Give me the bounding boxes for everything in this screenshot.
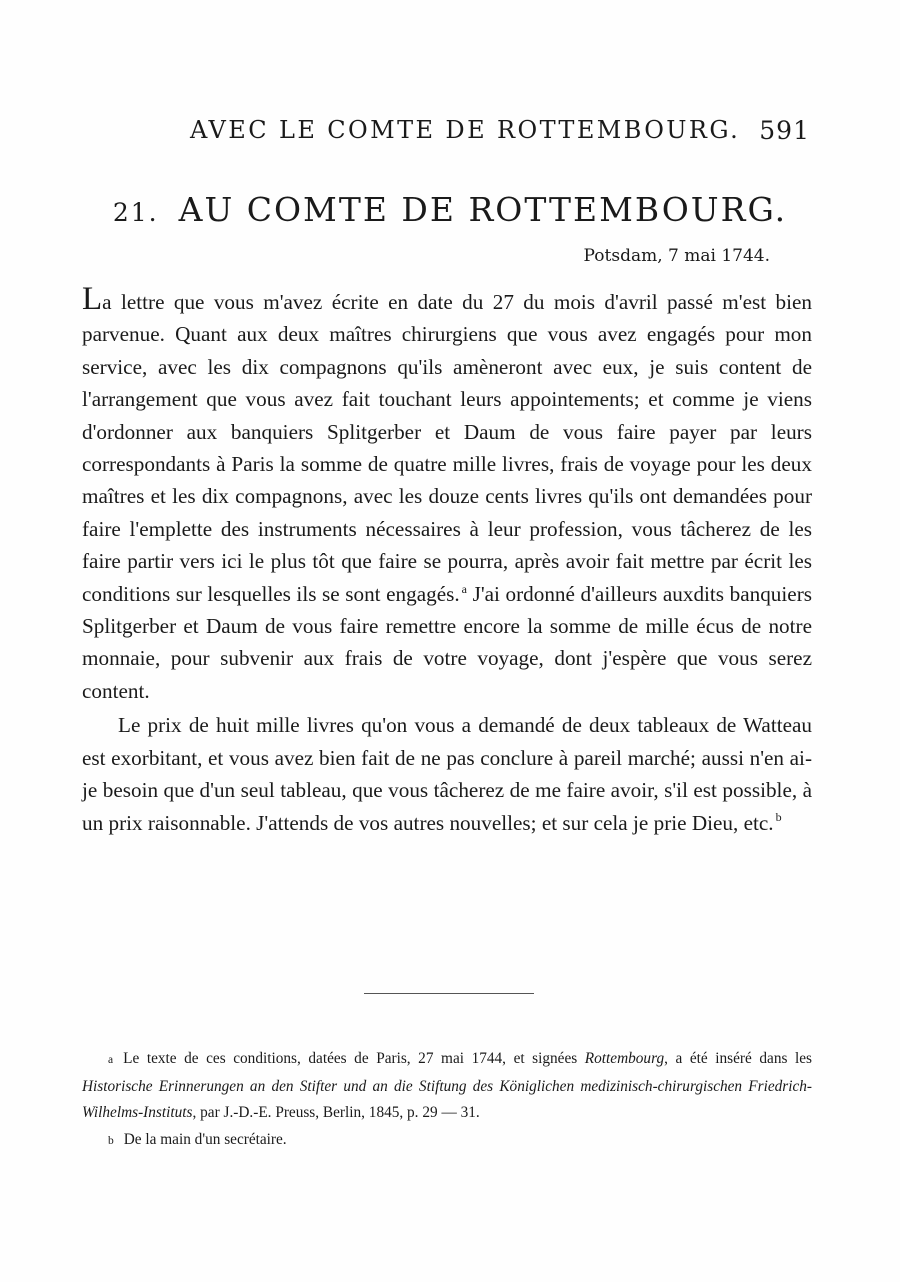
dateline: Potsdam, 7 mai 1744.	[583, 246, 770, 266]
footnote-a	[82, 1046, 812, 1127]
footnote-a-signature: Rottembourg	[584, 1050, 665, 1067]
footnote-ref-b: b	[775, 810, 782, 825]
footnote-marker-a: a	[108, 1054, 114, 1066]
letter-heading	[0, 190, 900, 229]
footnote-a-text-2: , a été inséré dans les	[664, 1050, 812, 1067]
footnote-divider	[364, 993, 534, 994]
paragraph-1	[82, 281, 812, 707]
paragraph-1-text: a lettre que vous m'avez écrite en date du 27 du mois d'avril passé m'est bien parvenue. Quant aux deux maîtres chirurgiens que vous avez engagés pour mon service, avec les dix compagnons qu'ils amèneront avec eux, je suis content de l'arrangement que vous avez fait touchant leurs appointements; et comme je viens d'ordonner aux banquiers Splitgerber et Daum de vous faire payer par leurs correspondants à Paris la somme de quatre mille livres, frais de voyage pour les deux maîtres et les dix compagnons, avec les douze cents livres qu'ils ont demandées pour faire l'emplette des instruments nécessaires à leur profession, vous tâcherez de les faire partir vers ici le plus tôt que faire se pourra, après avoir fait mettre par écrit les conditions sur lesquelles ils se sont engagés.	[82, 290, 812, 606]
letter-title: AU COMTE DE ROTTEMBOURG.	[178, 190, 788, 229]
drop-cap: L	[82, 281, 103, 317]
footnote-b	[82, 1127, 812, 1155]
running-title: AVEC LE COMTE DE ROTTEMBOURG.	[190, 116, 741, 144]
running-head	[80, 116, 810, 150]
letter-body	[82, 281, 812, 839]
letter-number: 21.	[112, 198, 159, 227]
page-number: 591	[759, 116, 810, 145]
footnote-b-text: De la main d'un secrétaire.	[123, 1130, 287, 1148]
footnote-a-book-title: Historische Erinnerungen an den Stifter und an die Stiftung des Königlichen medizinisch-chirurgischen Friedrich-Wilhelms-Instituts	[82, 1077, 812, 1121]
paragraph-2	[82, 709, 812, 839]
paragraph-1-text-after: J'ai ordonné d'ailleurs auxdits banquiers Splitgerber et Daum de vous faire remettre encore la somme de mille écus de notre monnaie, pour subvenir aux frais de votre voyage, dont j'espère que vous serez content.	[82, 581, 812, 703]
footnote-a-text-1: Le texte de ces conditions, datées de Paris, 27 mai 1744, et signées	[123, 1050, 578, 1067]
paragraph-2-text: Le prix de huit mille livres qu'on vous a demandé de deux tableaux de Watteau est exorbitant, et vous avez bien fait de ne pas conclure à pareil marché; aussi n'en ai-je besoin que d'un seul tableau, que vous tâcherez de me faire avoir, s'il est possible, à un prix raisonnable. J'attends de vos autres nouvelles; et sur cela je prie Dieu, etc.	[82, 713, 812, 835]
footnote-a-text-3: , par J.-D.-E. Preuss, Berlin, 1845, p. 29 — 31.	[192, 1104, 480, 1121]
footnotes	[82, 1046, 812, 1154]
footnote-marker-b: b	[108, 1134, 114, 1147]
footnote-ref-a: a	[461, 581, 467, 596]
